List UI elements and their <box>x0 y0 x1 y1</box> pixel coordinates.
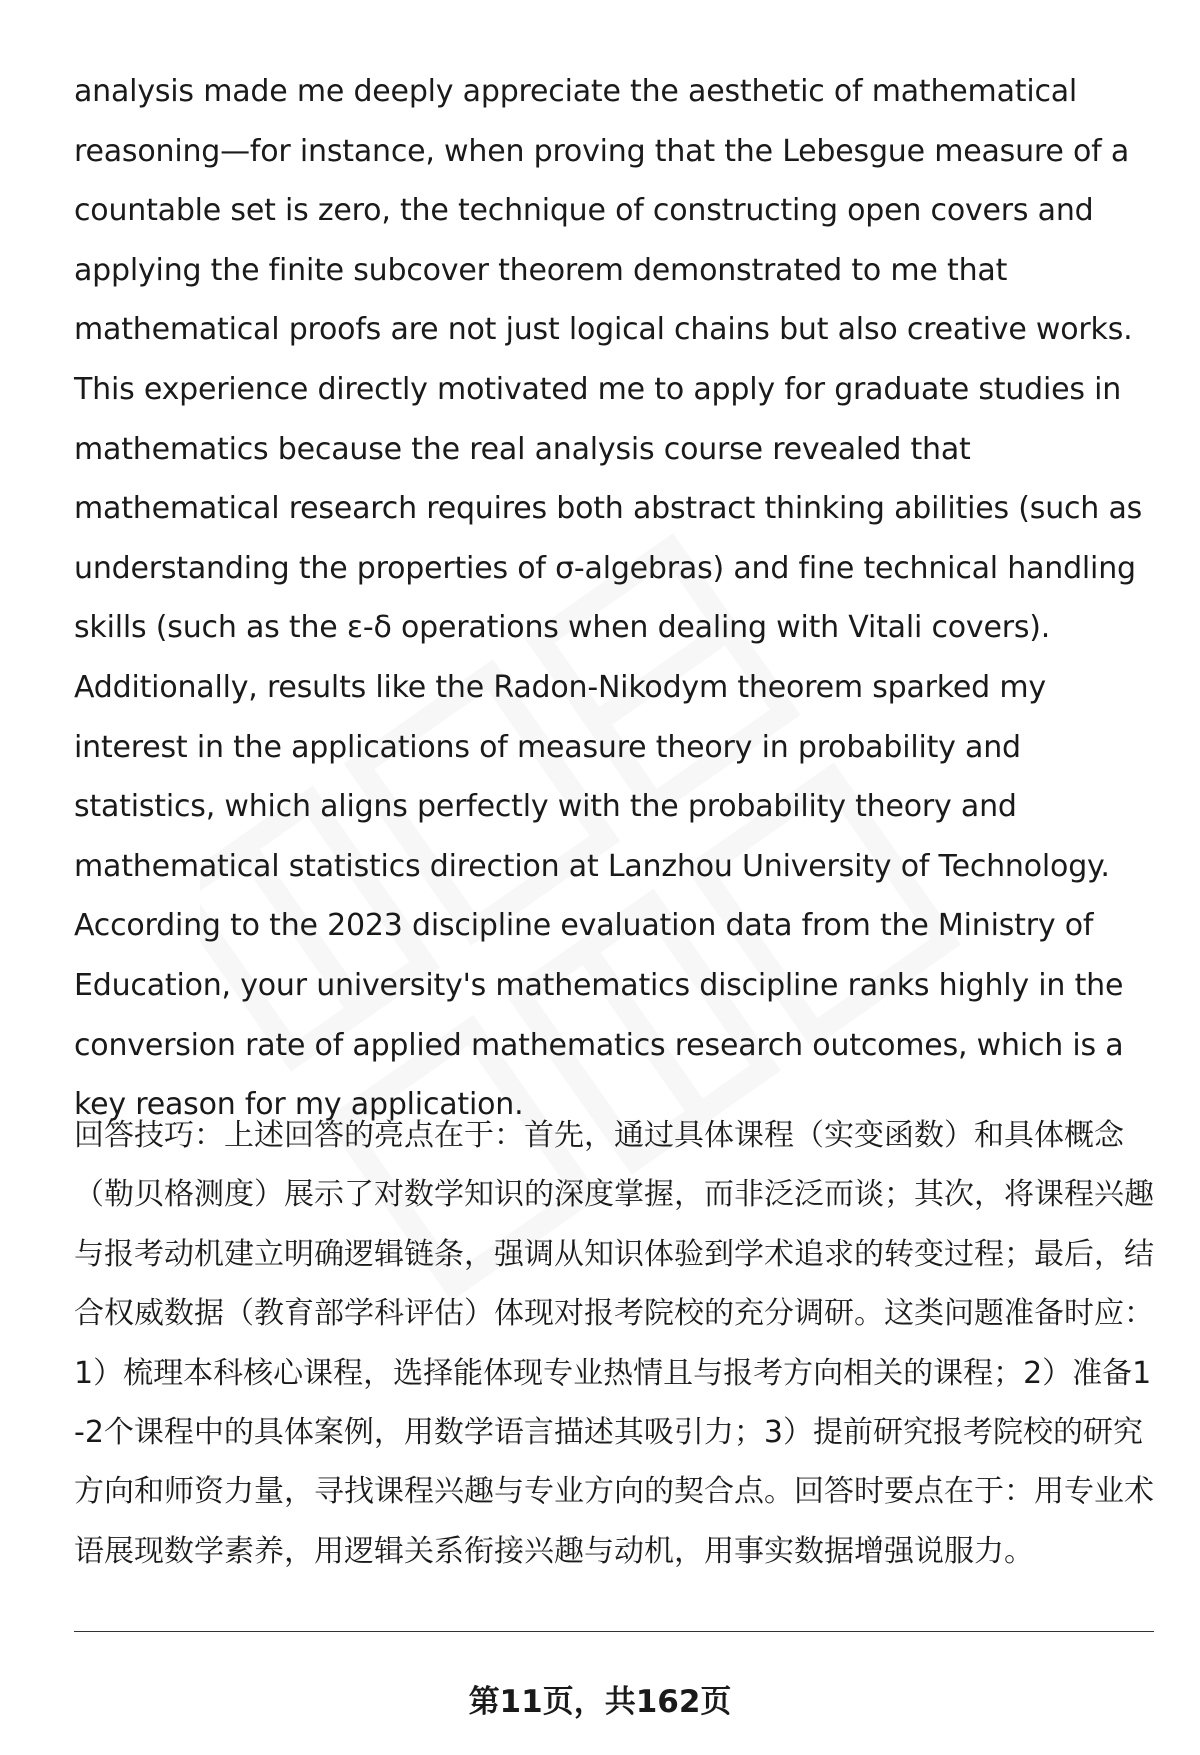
footer-divider <box>74 1631 1154 1632</box>
page-number: 第11页，共162页 <box>468 1684 732 1720</box>
tips-text: 上述回答的亮点在于：首先，通过具体课程（实变函数）和具体概念（勒贝格测度）展示了对数学知识的深度掌握，而非泛泛而谈；其次，将课程兴趣与报考动机建立明确逻辑链条，强调从知识体验到学术追求的转变过程；最后，结合权威数据（教育部学科评估）体现对报考院校的充分调研。这类问题准备时应：1）梳理本科核心课程，选择能体现专业热情且与报考方向相关的课程；2）准备1-2个课程中的具体案例，用数学语言描述其吸引力；3）提前研究报考院校的研究方向和师资力量，寻找课程兴趣与专业方向的契合点。回答时要点在于：用专业术语展现数学素养，用逻辑关系衔接兴趣与动机，用事实数据增强说服力。 <box>74 1118 1154 1569</box>
body-paragraph: analysis made me deeply appreciate the aesthetic of mathematical reasoning—for instance, when proving that the Lebesgue measure of a countable set is zero, the technique of constructing open covers and applying the finite subcover theorem demonstrated to me that mathematical proofs are not just logical chains but also creative works. This experience directly motivated me to apply for graduate studies in mathematics because the real analysis course revealed that mathematical research requires both abstract thinking abilities (such as understanding the properties of σ-algebras) and fine technical handling skills (such as the ε-δ operations when dealing with Vitali covers). Additionally, results like the Radon-Nikodym theorem sparked my interest in the applications of measure theory in probability and statistics, which aligns perfectly with the probability theory and mathematical statistics direction at Lanzhou University of Technology. According to the 2023 discipline evaluation data from the Ministry of Education, your university's mathematics discipline ranks highly in the conversion rate of applied mathematics research outcomes, which is a key reason for my application. <box>74 74 1143 1123</box>
tips-label: 回答技巧： <box>74 1118 224 1153</box>
answer-tips-paragraph <box>74 1106 1154 1581</box>
